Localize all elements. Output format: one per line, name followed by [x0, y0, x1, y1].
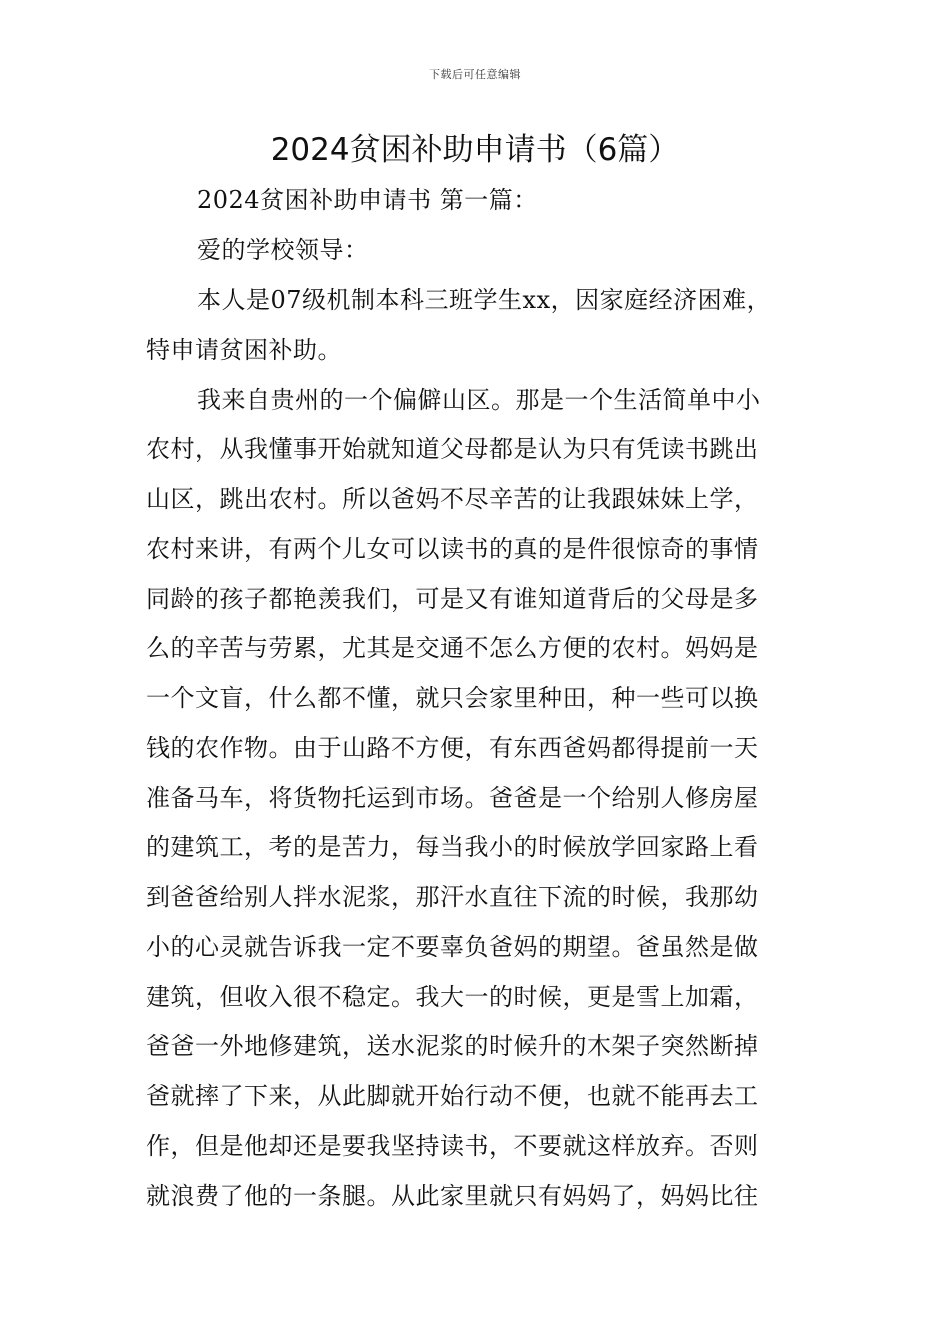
body-line: 准备马车，将货物托运到市场。爸爸是一个给别人修房屋 [146, 784, 759, 812]
body-line: 同龄的孩子都艳羡我们，可是又有谁知道背后的父母是多 [146, 585, 759, 613]
body-line: 的建筑工，考的是苦力，每当我小的时候放学回家路上看 [146, 833, 759, 861]
body-line: 钱的农作物。由于山路不方便，有东西爸妈都得提前一天 [146, 734, 759, 762]
body-line: 我来自贵州的一个偏僻山区。那是一个生活简单中小 [197, 386, 761, 414]
body-line: 建筑，但收入很不稳定。我大一的时候，更是雪上加霜， [146, 983, 759, 1011]
body-line: 小的心灵就告诉我一定不要辜负爸妈的期望。爸虽然是做 [146, 933, 759, 961]
body-line: 农村来讲，有两个儿女可以读书的真的是件很惊奇的事情 [146, 535, 759, 563]
header-note: 下载后可任意编辑 [429, 68, 521, 81]
salutation: 爱的学校领导： [197, 236, 369, 264]
document-title: 2024贫困补助申请书（6篇） [270, 132, 680, 168]
body-line: 特申请贫困补助。 [146, 336, 342, 364]
body-line: 爸就摔了下来，从此脚就开始行动不便，也就不能再去工 [146, 1082, 759, 1110]
body-line: 农村，从我懂事开始就知道父母都是认为只有凭读书跳出 [146, 435, 759, 463]
body-line: 一个文盲，什么都不懂，就只会家里种田，种一些可以换 [146, 684, 759, 712]
body-line: 作，但是他却还是要我坚持读书，不要就这样放弃。否则 [146, 1132, 759, 1160]
body-line: 爸爸一外地修建筑，送水泥浆的时候升的木架子突然断掉 [146, 1032, 759, 1060]
body-line: 就浪费了他的一条腿。从此家里就只有妈妈了，妈妈比往 [146, 1182, 759, 1210]
body-line: 本人是07级机制本科三班学生xx，因家庭经济困难， [197, 286, 772, 314]
body-line: 到爸爸给别人拌水泥浆，那汗水直往下流的时候，我那幼 [146, 883, 759, 911]
section-heading: 2024贫困补助申请书 第一篇： [197, 186, 538, 214]
body-line: 么的辛苦与劳累，尤其是交通不怎么方便的农村。妈妈是 [146, 634, 759, 662]
body-line: 山区，跳出农村。所以爸妈不尽辛苦的让我跟妹妹上学， [146, 485, 759, 513]
